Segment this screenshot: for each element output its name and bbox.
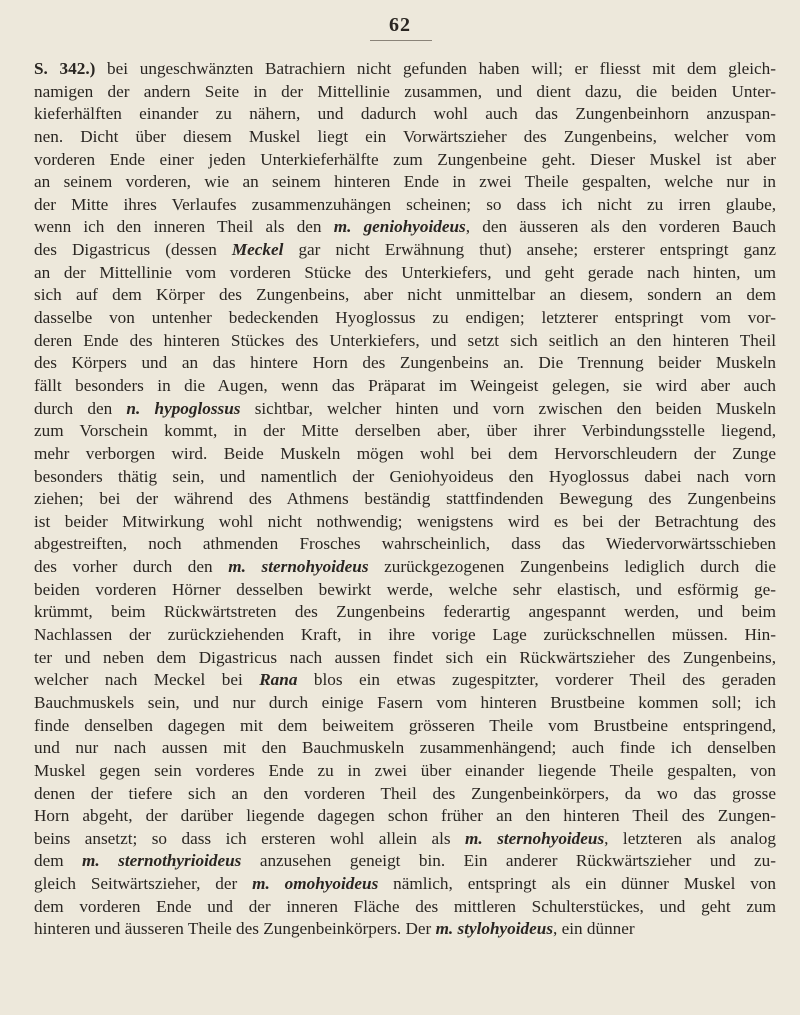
text-run: des vorher durch den	[34, 557, 229, 577]
text-line	[34, 194, 776, 217]
text-line	[34, 171, 776, 194]
text-line	[34, 601, 776, 624]
text-run: dasselbe von untenher bedeckenden Hyoglossus zu endigen; letzterer entspringt vom vor-	[34, 308, 776, 328]
text-run: dem	[34, 851, 83, 871]
text-run: gleich Seitwärtszieher, der	[34, 874, 253, 894]
text-run: namigen der andern Seite in der Mittellinie zusammen, und dient dazu, die beiden Unter-	[34, 81, 776, 101]
text-run: nen. Dicht über diesem Muskel liegt ein Vorwärtszieher des Zungenbeins, welcher vom	[34, 126, 776, 146]
term-ib: m. sternothyrioideus	[82, 851, 242, 871]
text-run: dem vorderen Ende und der inneren Fläche des mittleren Schulterstückes, und geht zum	[34, 896, 776, 916]
text-line	[34, 398, 776, 421]
text-run: abgestreiften, noch athmenden Frosches wahrscheinlich, dass das Wiedervorwärtsschieben	[34, 534, 776, 554]
header-rule	[370, 40, 432, 41]
term-ib: m. omohyoideus	[252, 874, 379, 894]
text-run: des Körpers und an das hintere Horn des Zungenbeins an. Die Trennung beider Muskeln	[34, 353, 776, 373]
text-run: finde denselben dagegen mit dem beiweitem grösseren Theile vom Brustbeine entspringend,	[34, 715, 776, 735]
term-ib: Meckel	[231, 240, 284, 260]
text-line	[34, 669, 776, 692]
text-run: krümmt, beim Rückwärtstreten des Zungenbeins federartig angespannt werden, und beim	[34, 602, 776, 622]
text-line	[34, 896, 776, 919]
text-line	[34, 81, 776, 104]
text-run: , ein dünner	[553, 919, 635, 939]
text-line	[34, 760, 776, 783]
text-run: welcher nach Meckel bei	[34, 670, 260, 690]
term-ib: Rana	[259, 670, 298, 690]
term-ib: m. stylohyoideus	[435, 919, 554, 939]
text-run: blos ein etwas zugespitzter, vorderer Theil des geraden	[297, 670, 776, 690]
body-text	[34, 58, 776, 941]
text-run: besonders thätig sein, und namentlich der Geniohyoideus den Hyoglossus dabei nach vorn	[34, 466, 776, 486]
text-run: vorderen Ende einer jeden Unterkieferhälfte zum Zungenbeine geht. Dieser Muskel ist aber	[34, 149, 776, 169]
text-run: , den äusseren als den vorderen Bauch	[465, 217, 776, 237]
text-line	[34, 262, 776, 285]
text-line	[34, 488, 776, 511]
text-run: Nachlassen der zurückziehenden Kraft, in ihre vorige Lage zurückschnellen müssen. Hin-	[34, 625, 776, 645]
text-line	[34, 692, 776, 715]
text-line	[34, 375, 776, 398]
term-ib: m. geniohyoideus	[333, 217, 466, 237]
text-line	[34, 783, 776, 806]
text-run: beiden vorderen Hörner desselben bewirkt werde, welche sehr elastisch, und esförmig ge-	[34, 579, 776, 599]
text-line	[34, 466, 776, 489]
text-run: deren Ende des hinteren Stückes des Unterkiefers, und setzt sich seitlich an den hinteren Theil	[34, 330, 776, 350]
text-run: wenn ich den inneren Theil als den	[34, 217, 334, 237]
text-line	[34, 805, 776, 828]
text-line	[34, 352, 776, 375]
text-run: gar nicht Erwähnung thut) ansehe; ersterer entspringt ganz	[283, 240, 776, 260]
text-run: und nur nach aussen mit den Bauchmuskeln zusammenhängend; auch finde ich denselben	[34, 738, 776, 758]
page-number: 62	[389, 14, 411, 36]
text-line	[34, 511, 776, 534]
text-line	[34, 647, 776, 670]
text-line	[34, 850, 776, 873]
text-line	[34, 737, 776, 760]
text-line	[34, 579, 776, 602]
text-line	[34, 918, 776, 941]
text-line	[34, 556, 776, 579]
text-run: nämlich, entspringt als ein dünner Muskel von	[378, 874, 776, 894]
text-run: zum Vorschein kommt, in der Mitte derselben aber, über ihrer Verbindungsstelle liegend,	[34, 421, 776, 441]
text-line	[34, 873, 776, 896]
text-line	[34, 58, 776, 81]
text-run: anzusehen geneigt bin. Ein anderer Rückwärtszieher und zu-	[241, 851, 776, 871]
text-line	[34, 443, 776, 466]
text-run: hinteren und äusseren Theile des Zungenbeinkörpers. Der	[34, 919, 436, 939]
text-run: zurückgezogenen Zungenbeins lediglich durch die	[368, 557, 776, 577]
text-run: ziehen; bei der während des Athmens beständig stattfindenden Bewegung des Zungenbeins	[34, 489, 776, 509]
text-run: sich auf dem Körper des Zungenbeins, aber nicht unmittelbar an diesem, sondern an dem	[34, 285, 776, 305]
text-run: sichtbar, welcher hinten und vorn zwischen den beiden Muskeln	[240, 398, 776, 418]
text-run: an seinem vorderen, wie an seinem hinteren Ende in zwei Theile gespalten, welche nur in	[34, 172, 776, 192]
text-run: , letzteren als analog	[604, 828, 776, 848]
text-line	[34, 149, 776, 172]
text-line	[34, 239, 776, 262]
term-ib: m. sternohyoideus	[465, 828, 605, 848]
text-run: mehr verborgen wird. Beide Muskeln mögen wohl bei dem Hervorschleudern der Zunge	[34, 443, 776, 463]
text-run: Bauchmuskels sein, und nur durch einige Fasern vom hinteren Brustbeine kommen soll; ich	[34, 692, 776, 712]
text-run: Muskel gegen sein vorderes Ende zu in zwei über einander liegende Theile gespalten, von	[34, 760, 776, 780]
text-line	[34, 330, 776, 353]
term-ib: n. hypoglossus	[126, 398, 241, 418]
text-line	[34, 533, 776, 556]
text-run: kieferhälften einander zu nähern, und dadurch wohl auch das Zungenbeinhorn anzuspan-	[34, 104, 776, 124]
text-line	[34, 103, 776, 126]
text-run: bei ungeschwänzten Batrachiern nicht gefunden haben will; er fliesst mit dem gleich-	[95, 59, 776, 78]
text-line	[34, 126, 776, 149]
text-run: ist beider Mitwirkung wohl nicht nothwendig; wenigstens wird es bei der Betrachtung des	[34, 511, 776, 531]
text-run: des Digastricus (dessen	[34, 240, 232, 260]
term-ib: m. sternohyoideus	[228, 557, 369, 577]
term-section-ref: S. 342.)	[34, 59, 96, 78]
text-run: Horn abgeht, der darüber liegende dagegen schon früher an den hinteren Theil des Zungen-	[34, 806, 776, 826]
text-line	[34, 216, 776, 239]
text-line	[34, 715, 776, 738]
text-line	[34, 828, 776, 851]
text-run: beins ansetzt; so dass ich ersteren wohl allein als	[34, 828, 466, 848]
text-line	[34, 307, 776, 330]
text-line	[34, 284, 776, 307]
text-run: ter und neben dem Digastricus nach aussen findet sich ein Rückwärtszieher des Zungenbeins,	[34, 647, 776, 667]
text-run: durch den	[34, 398, 127, 418]
text-line	[34, 624, 776, 647]
text-run: denen der tiefere sich an den vorderen Theil des Zungenbeinkörpers, da wo das grosse	[34, 783, 776, 803]
text-line	[34, 420, 776, 443]
text-run: an der Mittellinie vom vorderen Stücke des Unterkiefers, und geht gerade nach hinten, um	[34, 262, 776, 282]
text-run: fällt besonders in die Augen, wenn das Präparat im Weingeist gelegen, sie wird aber auch	[34, 375, 776, 395]
text-run: der Mitte ihres Verlaufes zusammenzuhängen scheinen; so dass ich nicht zu irren glaube,	[34, 194, 776, 214]
